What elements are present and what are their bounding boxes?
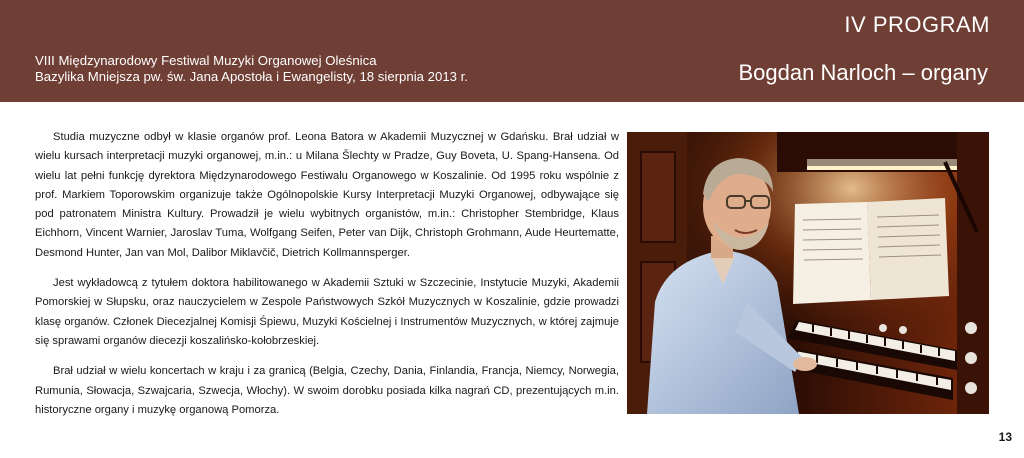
- festival-name: VIII Międzynarodowy Festiwal Muzyki Organowej Oleśnica: [35, 53, 377, 68]
- bio-paragraph: Jest wykładowcą z tytułem doktora habilitowanego w Akademii Sztuki w Szczecinie, Instytucie Muzyki, Akademii Pomorskiej w Słupsku, oraz nauczycielem w Zespole Państwowych Szkół Muzycznych w Koszalinie, gdzie prowadzi klasę organów. Członek Diecezjalnej Komisji Śpiewu, Muzyki Kościelnej i Instrumentów Muzycznych, w której zajmuje się sprawami organów diecezji koszalińsko-kołobrzeskiej.: [35, 277, 619, 347]
- bio-paragraph: Brał udział w wielu koncertach w kraju i za granicą (Belgia, Czechy, Dania, Finlandia, Francja, Niemcy, Norwegia, Rumunia, Słowacja, Szwajcaria, Szwecja, Włochy). W swoim dorobku posiada kilka nagrań CD, prezentujących m.in. historyczne organy i muzykę organową Pomorza.: [35, 365, 619, 416]
- organist-photo: [627, 132, 989, 414]
- performer-name: Bogdan Narloch – organy: [738, 60, 988, 85]
- page-number: 13: [998, 430, 1012, 444]
- festival-info: [35, 53, 468, 85]
- biography: [35, 128, 619, 431]
- header-banner: [0, 0, 1024, 102]
- program-title: IV PROGRAM: [844, 12, 990, 37]
- organist-photo-illustration: [627, 132, 989, 414]
- bio-paragraph: Studia muzyczne odbył w klasie organów prof. Leona Batora w Akademii Muzycznej w Gdańsku. Brał udział w wielu kursach interpretacji muzyki organowej, m.in.: u Milana Šlechty w Pradze, Guy Boveta, U. Spang-Hansena. Od wielu lat pełni funkcję dyrektora Międzynarodowego Festiwalu Organowego w Koszalinie. Od 1995 roku wspólnie z prof. Markiem Toporowskim organizuje także Ogólnopolskie Kursy Interpretacji Muzyki Organowej, odbywające się pod patronatem Ministra Kultury. Prowadził je wielu wybitnych organistów, m.in.: Christopher Stembridge, Klaus Eichhorn, Vincent Warnier, Jaroslav Tuma, Wolfgang Seifen, Peter van Dijk, Christoph Grohmann, Aude Heurtematte, Desmond Hunter, Jan van Mol, Dalibor Miklavčič, Dietrich Kollmannsperger.: [35, 131, 619, 259]
- venue-date: Bazylika Mniejsza pw. św. Jana Apostoła i Ewangelisty, 18 sierpnia 2013 r.: [35, 69, 468, 84]
